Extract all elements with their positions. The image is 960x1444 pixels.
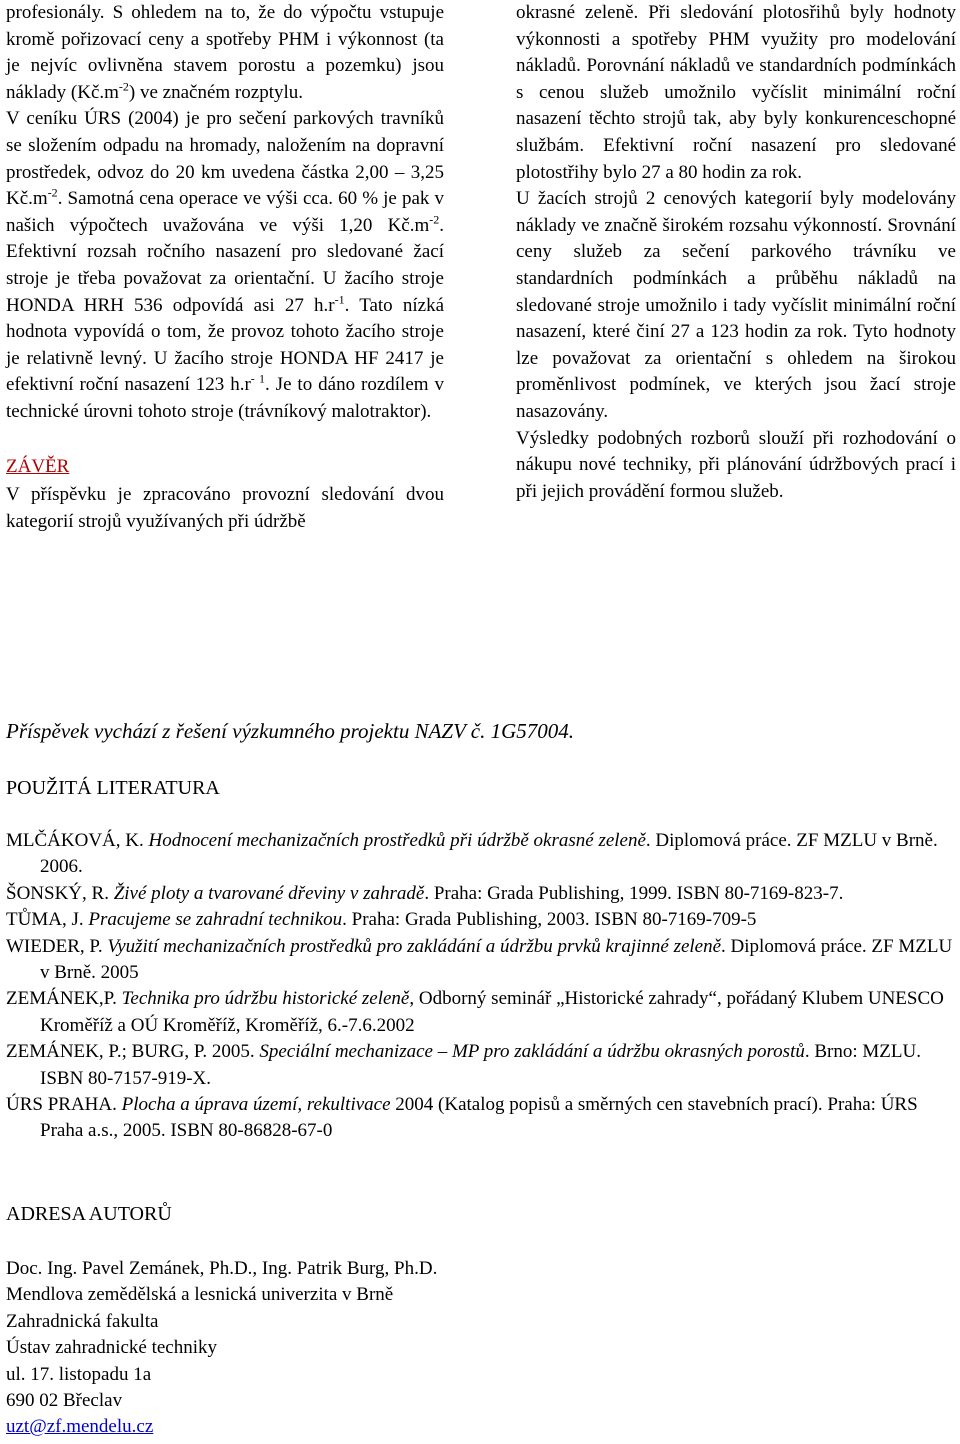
email-link[interactable]: uzt@zf.mendelu.cz	[6, 1416, 154, 1438]
left-paragraph-1: profesionály. S ohledem na to, že do výpočtu vstupuje kromě pořizovací ceny a spotřeby PHM i výkonnost (ta je nejvíc ovlivněna stavem porostu a pozemku) jsou náklady $(Kč.m^{-2})$ ve značném rozptylu.	[6, 2, 444, 103]
right-paragraph-2: U žacích strojů 2 cenových kategorií byly modelovány náklady ve značně širokém rozsahu výkonností. Srovnání ceny služeb za sečení parkového trávníku ve standardních podmínkách a průběhu nákladů na sledované stroje umožnilo i tady vyčíslit minimální roční nasazení, které činí 27 a 123 hodin za rok. Tyto hodnoty lze považovat za orientační s ohledem na širokou proměnlivost podmínek, ve kterých jsou žací stroje nasazovány.	[516, 188, 956, 422]
address-line: Mendlova zemědělská a lesnická univerzita v Brně	[6, 1284, 394, 1306]
address-line: Ústav zahradnické techniky	[6, 1337, 218, 1359]
address-line: ul. 17. listopadu 1a	[6, 1363, 152, 1385]
conclusion-heading: ZÁVĚR	[6, 455, 70, 477]
right-paragraph-3: Výsledky podobných rozborů slouží při rozhodování o nákupu nové techniky, při plánování údržbových prací i při jejich provádění formou služeb.	[516, 427, 956, 502]
reference-item: ZEMÁNEK, P.; BURG, P. 2005. Speciální mechanizace – MP pro zakládání a údržbu okrasných porostů. Brno: MZLU. ISBN 80-7157-919-X.	[6, 1041, 921, 1089]
left-column	[6, 0, 444, 535]
address-line: Doc. Ing. Pavel Zemánek, Ph.D., Ing. Patrik Burg, Ph.D.	[6, 1258, 438, 1279]
address-line: Zahradnická fakulta	[6, 1310, 159, 1332]
reference-item: MLČÁKOVÁ, K. Hodnocení mechanizačních prostředků při údržbě okrasné zeleně. Diplomová práce. ZF MZLU v Brně. 2006.	[6, 830, 938, 878]
references-title: POUŽITÁ LITERATURA	[6, 777, 220, 799]
address-title: ADRESA AUTORŮ	[6, 1203, 172, 1225]
reference-item: ŠONSKÝ, R. Živé ploty a tvarované dřeviny v zahradě. Praha: Grada Publishing, 1999. ISBN 80-7169-823-7.	[6, 882, 844, 904]
author-address	[6, 1256, 706, 1441]
references-list	[6, 828, 956, 1145]
right-paragraph-1: okrasné zeleně. Při sledování plotosřihů byly hodnoty výkonnosti a spotřeby PHM využity pro modelování nákladů. Porovnání nákladů ve standardních podmínkách s cenou služeb umožnilo vyčíslit minimální roční nasazení těchto strojů tak, aby byly konkurenceschopné službám. Efektivní roční nasazení pro sledované plotostřihy bylo 27 a 80 hodin za rok.	[516, 2, 956, 183]
right-column	[516, 0, 956, 505]
acknowledgement: Příspěvek vychází z řešení výzkumného projektu NAZV č. 1G57004.	[6, 719, 575, 743]
left-paragraph-3: V příspěvku je zpracováno provozní sledování dvou kategorií strojů využívaných při údržbě	[6, 484, 444, 532]
left-paragraph-2: V ceníku ÚRS (2004) je pro sečení parkových travníků se složením odpadu na hromady, naložením na dopravní prostředek, odvoz do 20 km uvedena částka 2,00 – 3,25 $Kč.m^{-2}$. Samotná cena operace ve výši cca. 60 % je pak v našich výpočtech uvažována ve výši 1,20 $Kč.m^{-2}$. Efektivní rozsah ročního nasazení pro sledované žací stroje je třeba považovat za orientační. U žacího stroje HONDA HRH 536 odpovídá asi 27 $h.r^{-1}$. Tato nízká hodnota vypovídá o tom, že provoz tohoto žacího stroje je relativně levný. U žacího stroje HONDA HF 2417 je efektivní roční nasazení 123 $h.r^{- 1}$. Je to dáno rozdílem v technické úrovni tohoto stroje (trávníkový malotraktor).	[6, 108, 444, 422]
reference-item: TŮMA, J. Pracujeme se zahradní technikou. Praha: Grada Publishing, 2003. ISBN 80-7169-709-5	[6, 909, 757, 931]
reference-item: ZEMÁNEK,P. Technika pro údržbu historické zeleně, Odborný seminář „Historické zahrady“, pořádaný Klubem UNESCO Kroměříž a OÚ Kroměříž, Kroměříž, 6.-7.6.2002	[6, 988, 944, 1036]
reference-item: ÚRS PRAHA. Plocha a úprava území, rekultivace 2004 (Katalog popisů a směrných cen stavebních prací). Praha: ÚRS Praha a.s., 2005. ISBN 80-86828-67-0	[6, 1094, 918, 1142]
address-line: 690 02 Břeclav	[6, 1390, 123, 1412]
reference-item: WIEDER, P. Využití mechanizačních prostředků pro zakládání a údržbu prvků krajinné zeleně. Diplomová práce. ZF MZLU v Brně. 2005	[6, 935, 953, 984]
